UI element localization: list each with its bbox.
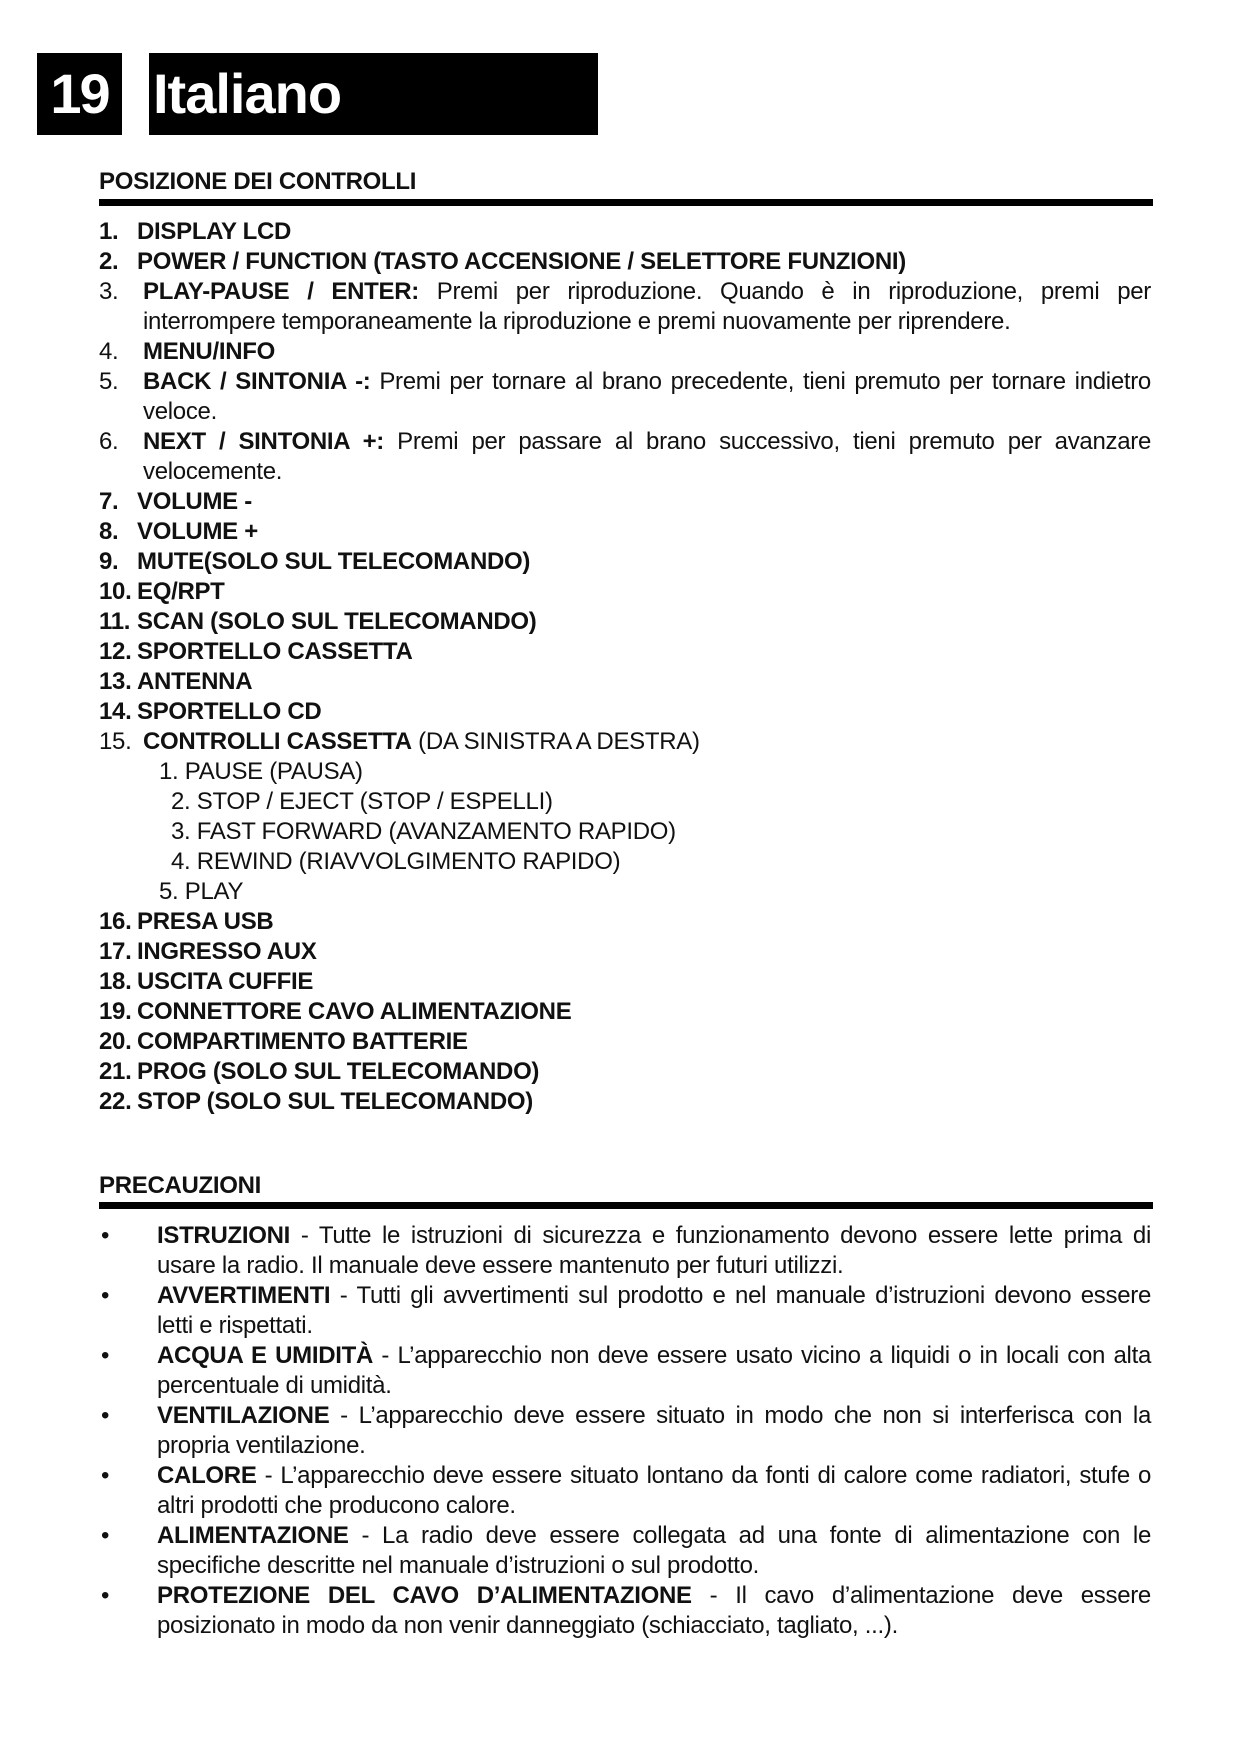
precaution-description: - L’apparecchio non deve essere usato vicino a liquidi o in locali con alta percentuale di umidità. xyxy=(157,1342,1151,1399)
item-number: 20. xyxy=(99,1028,132,1055)
list-item xyxy=(99,697,1151,727)
item-text xyxy=(137,1027,1151,1057)
precaution-label: AVVERTIMENTI xyxy=(157,1282,331,1309)
list-item xyxy=(99,937,1151,967)
bullet-icon: • xyxy=(101,1522,110,1549)
precaution-text xyxy=(157,1521,1151,1581)
item-number: 21. xyxy=(99,1058,132,1085)
precaution-text xyxy=(157,1281,1151,1341)
item-label: DISPLAY LCD xyxy=(137,218,292,245)
item-description: (DA SINISTRA A DESTRA) xyxy=(411,728,700,755)
list-item xyxy=(99,547,1151,577)
item-label: CONNETTORE CAVO ALIMENTAZIONE xyxy=(137,998,572,1025)
list-item xyxy=(99,637,1151,667)
item-text xyxy=(137,1087,1151,1117)
bullet-icon: • xyxy=(101,1222,110,1249)
item-number: 4. xyxy=(99,338,119,365)
item-text xyxy=(137,487,1151,517)
item-text xyxy=(137,217,1151,247)
sub-item: 1. PAUSE (PAUSA) xyxy=(159,758,363,785)
item-text xyxy=(137,667,1151,697)
precaution-description: - La radio deve essere collegata ad una fonte di alimentazione con le specifiche descritte nel manuale d’istruzioni o sul prodotto. xyxy=(157,1522,1151,1579)
item-number: 17. xyxy=(99,938,132,965)
list-item xyxy=(99,487,1151,517)
item-text xyxy=(137,1057,1151,1087)
bullet-icon: • xyxy=(101,1282,110,1309)
page-number-badge: 19 xyxy=(37,53,122,135)
sub-item: 4. REWIND (RIAVVOLGIMENTO RAPIDO) xyxy=(171,848,621,875)
list-item xyxy=(99,1027,1151,1057)
item-label: ANTENNA xyxy=(137,668,253,695)
precaution-text xyxy=(157,1581,1151,1641)
list-item xyxy=(99,217,1151,247)
list-item xyxy=(99,967,1151,997)
item-label: STOP (SOLO SUL TELECOMANDO) xyxy=(137,1088,533,1115)
precaution-description: - Il cavo d’alimentazione deve essere posizionato in modo da non venir danneggiato (schiacciato, tagliato, ...). xyxy=(157,1582,1151,1639)
item-number: 13. xyxy=(99,668,132,695)
item-label: PROG (SOLO SUL TELECOMANDO) xyxy=(137,1058,540,1085)
precaution-label: ALIMENTAZIONE xyxy=(157,1522,349,1549)
item-label: VOLUME - xyxy=(137,488,252,515)
precaution-item xyxy=(99,1221,1151,1281)
precaution-item xyxy=(99,1281,1151,1341)
bullet-icon: • xyxy=(101,1462,110,1489)
item-text xyxy=(137,607,1151,637)
list-item xyxy=(99,727,1151,757)
list-item xyxy=(99,1057,1151,1087)
item-label: PRESA USB xyxy=(137,908,274,935)
precaution-label: PROTEZIONE DEL CAVO D’ALIMENTAZIONE xyxy=(157,1582,692,1609)
item-label: CONTROLLI CASSETTA xyxy=(143,728,412,755)
item-number: 9. xyxy=(99,548,119,575)
bullet-icon: • xyxy=(101,1582,110,1609)
list-item xyxy=(99,997,1151,1027)
item-label: NEXT / SINTONIA +: xyxy=(143,428,384,455)
item-number: 2. xyxy=(99,248,119,275)
item-label: MENU/INFO xyxy=(143,338,275,365)
precaution-text xyxy=(157,1341,1151,1401)
precautions-list xyxy=(99,1221,1151,1641)
precaution-description: - L’apparecchio deve essere situato lontano da fonti di calore come radiatori, stufe o altri prodotti che producono calore. xyxy=(157,1462,1151,1519)
item-number: 8. xyxy=(99,518,119,545)
item-label: INGRESSO AUX xyxy=(137,938,317,965)
list-item xyxy=(99,517,1151,547)
item-label: SPORTELLO CD xyxy=(137,698,322,725)
list-item xyxy=(99,277,1151,337)
item-number: 16. xyxy=(99,908,132,935)
item-number: 18. xyxy=(99,968,132,995)
list-item xyxy=(99,247,1151,277)
precaution-text xyxy=(157,1461,1151,1521)
item-number: 11. xyxy=(99,608,131,635)
precaution-label: CALORE xyxy=(157,1462,257,1489)
item-text xyxy=(137,967,1151,997)
sub-item: 5. PLAY xyxy=(159,878,244,905)
precaution-description: - Tutti gli avvertimenti sul prodotto e nel manuale d’istruzioni devono essere letti e rispettati. xyxy=(157,1282,1151,1339)
item-text xyxy=(143,427,1151,487)
item-number: 3. xyxy=(99,278,119,305)
precaution-label: VENTILAZIONE xyxy=(157,1402,330,1429)
precaution-text xyxy=(157,1401,1151,1461)
sub-item: 2. STOP / EJECT (STOP / ESPELLI) xyxy=(171,788,553,815)
item-text xyxy=(143,277,1151,337)
item-description: Premi per passare al brano successivo, tieni premuto per avanzare velocemente. xyxy=(143,428,1152,485)
item-number: 5. xyxy=(99,368,119,395)
item-text xyxy=(137,697,1151,727)
language-title: Italiano xyxy=(149,53,598,135)
list-item xyxy=(99,667,1151,697)
bullet-icon: • xyxy=(101,1402,110,1429)
item-text xyxy=(137,907,1151,937)
list-item xyxy=(99,1087,1151,1117)
item-text xyxy=(137,547,1151,577)
item-text xyxy=(137,937,1151,967)
precaution-item xyxy=(99,1461,1151,1521)
controls-section-title: POSIZIONE DEI CONTROLLI xyxy=(99,168,417,195)
item-number: 12. xyxy=(99,638,132,665)
controls-list xyxy=(99,217,1151,1117)
item-label: COMPARTIMENTO BATTERIE xyxy=(137,1028,468,1055)
list-item xyxy=(99,337,1151,367)
precaution-text xyxy=(157,1221,1151,1281)
item-description: Premi per tornare al brano precedente, tieni premuto per tornare indietro veloce. xyxy=(143,368,1151,425)
section-divider xyxy=(99,1202,1153,1209)
precaution-item xyxy=(99,1401,1151,1461)
precaution-label: ISTRUZIONI xyxy=(157,1222,290,1249)
item-number: 22. xyxy=(99,1088,132,1115)
item-label: USCITA CUFFIE xyxy=(137,968,314,995)
item-label: SPORTELLO CASSETTA xyxy=(137,638,413,665)
item-text xyxy=(137,997,1151,1027)
item-label: EQ/RPT xyxy=(137,578,225,605)
list-item xyxy=(99,607,1151,637)
item-number: 6. xyxy=(99,428,119,455)
item-number: 19. xyxy=(99,998,132,1025)
item-number: 14. xyxy=(99,698,132,725)
item-label: SCAN (SOLO SUL TELECOMANDO) xyxy=(137,608,537,635)
list-item xyxy=(99,907,1151,937)
list-item xyxy=(99,577,1151,607)
item-label: BACK / SINTONIA -: xyxy=(143,368,371,395)
item-text xyxy=(143,727,1151,757)
precaution-item xyxy=(99,1521,1151,1581)
item-text xyxy=(137,637,1151,667)
item-number: 10. xyxy=(99,578,132,605)
item-number: 15. xyxy=(99,728,132,755)
precaution-description: - Tutte le istruzioni di sicurezza e funzionamento devono essere lette prima di usare la radio. Il manuale deve essere mantenuto per futuri utilizzi. xyxy=(157,1222,1151,1279)
item-number: 1. xyxy=(99,218,119,245)
precautions-section-title: PRECAUZIONI xyxy=(99,1172,262,1199)
item-description: Premi per riproduzione. Quando è in riproduzione, premi per interrompere temporaneamente la riproduzione e premi nuovamente per riprendere. xyxy=(143,278,1151,335)
precaution-label: ACQUA E UMIDITÀ xyxy=(157,1342,373,1369)
precaution-item xyxy=(99,1581,1151,1641)
item-text xyxy=(143,367,1151,427)
sub-item: 3. FAST FORWARD (AVANZAMENTO RAPIDO) xyxy=(171,818,676,845)
item-text xyxy=(137,577,1151,607)
bullet-icon: • xyxy=(101,1342,110,1369)
item-label: VOLUME + xyxy=(137,518,258,545)
precaution-description: - L’apparecchio deve essere situato in modo che non si interferisca con la propria ventilazione. xyxy=(157,1402,1151,1459)
precaution-item xyxy=(99,1341,1151,1401)
item-label: PLAY-PAUSE / ENTER: xyxy=(143,278,419,305)
item-number: 7. xyxy=(99,488,119,515)
section-divider xyxy=(99,199,1153,206)
item-label: POWER / FUNCTION (TASTO ACCENSIONE / SELETTORE FUNZIONI) xyxy=(137,248,906,275)
item-text xyxy=(137,517,1151,547)
list-item xyxy=(99,367,1151,427)
item-label: MUTE(SOLO SUL TELECOMANDO) xyxy=(137,548,531,575)
list-item xyxy=(99,427,1151,487)
item-text xyxy=(143,337,1151,367)
item-text xyxy=(137,247,1151,277)
